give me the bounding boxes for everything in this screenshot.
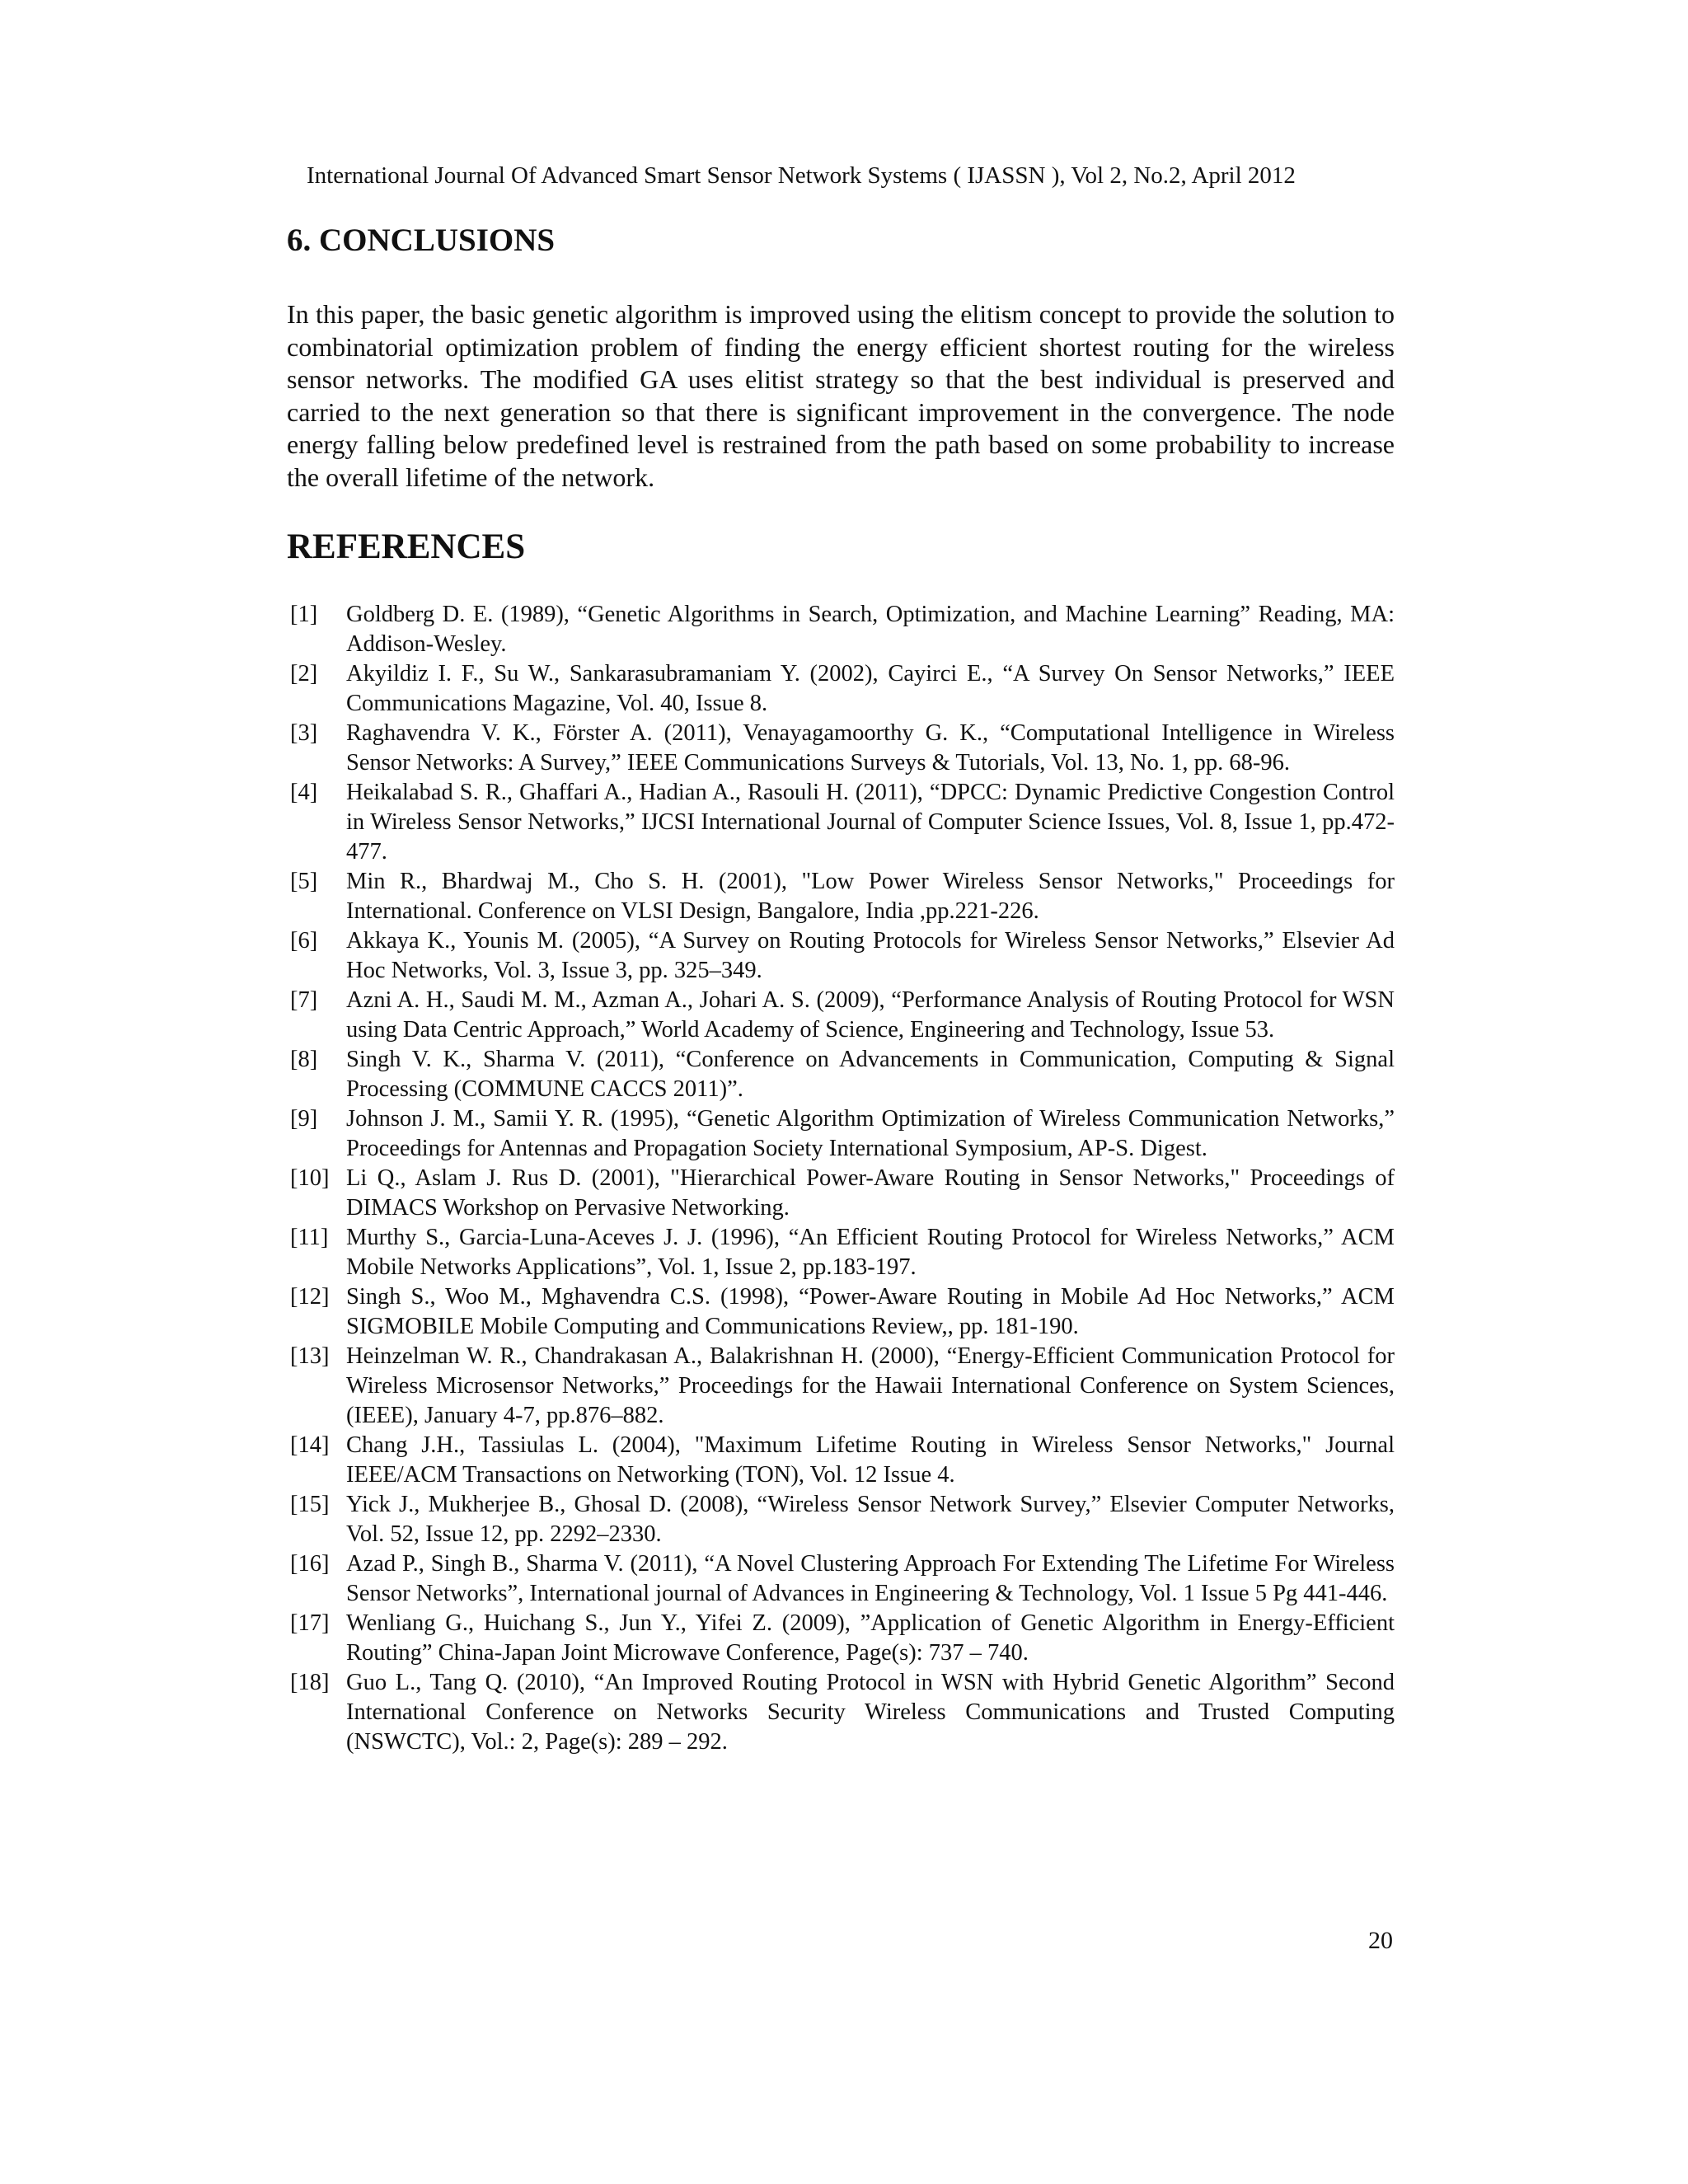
reference-item: [290, 1609, 1395, 1668]
reference-number: [5]: [290, 869, 318, 894]
reference-item: [290, 1431, 1395, 1490]
conclusions-paragraph: In this paper, the basic genetic algorithm is improved using the elitism concept to provide the solution to combinatorial optimization problem of finding the energy efficient shortest routing for the wireless sensor networks. The modified GA uses elitist strategy so that the best individual is preserved and carried to the next generation so that there is significant improvement in the convergence. The node energy falling below predefined level is restrained from the path based on some probability to increase the overall lifetime of the network.: [287, 299, 1395, 492]
reference-number: [10]: [290, 1165, 330, 1191]
reference-item: [290, 778, 1395, 867]
reference-text: Akyildiz I. F., Su W., Sankarasubramaniam Y. (2002), Cayirci E., “A Survey On Sensor Networks,” IEEE Communications Magazine, Vol. 40, Issue 8.: [346, 661, 1395, 716]
reference-item: [290, 1223, 1395, 1282]
reference-text: Chang J.H., Tassiulas L. (2004), "Maximum Lifetime Routing in Wireless Sensor Networks," Journal IEEE/ACM Transactions on Networking (TON), Vol. 12 Issue 4.: [346, 1432, 1395, 1488]
reference-number: [13]: [290, 1343, 330, 1369]
reference-number: [16]: [290, 1551, 330, 1577]
reference-number: [17]: [290, 1610, 330, 1636]
reference-item: [290, 659, 1395, 719]
reference-item: [290, 986, 1395, 1045]
reference-item: [290, 1668, 1395, 1757]
reference-number: [11]: [290, 1225, 329, 1250]
reference-number: [8]: [290, 1047, 318, 1072]
reference-number: [7]: [290, 987, 318, 1013]
reference-text: Murthy S., Garcia-Luna-Aceves J. J. (1996), “An Efficient Routing Protocol for Wireless Networks,” ACM Mobile Networks Applications”, Vol. 1, Issue 2, pp.183-197.: [346, 1225, 1395, 1280]
reference-item: [290, 926, 1395, 986]
reference-list: [290, 600, 1395, 1757]
reference-number: [3]: [290, 720, 318, 746]
reference-text: Raghavendra V. K., Förster A. (2011), Venayagamoorthy G. K., “Computational Intelligence in Wireless Sensor Networks: A Survey,” IEEE Communications Surveys & Tutorials, Vol. 13, No. 1, pp. 68-96.: [346, 720, 1395, 776]
reference-text: Li Q., Aslam J. Rus D. (2001), "Hierarchical Power-Aware Routing in Sensor Networks," Proceedings of DIMACS Workshop on Pervasive Networking.: [346, 1165, 1395, 1221]
reference-text: Akkaya K., Younis M. (2005), “A Survey on Routing Protocols for Wireless Sensor Networks,” Elsevier Ad Hoc Networks, Vol. 3, Issue 3, pp. 325–349.: [346, 928, 1395, 983]
reference-number: [15]: [290, 1492, 330, 1517]
reference-item: [290, 867, 1395, 926]
reference-number: [1]: [290, 602, 318, 627]
reference-item: [290, 1549, 1395, 1609]
reference-text: Azad P., Singh B., Sharma V. (2011), “A Novel Clustering Approach For Extending The Lifetime For Wireless Sensor Networks”, International journal of Advances in Engineering & Technology, Vol. 1 Issue 5 Pg 441-446.: [346, 1551, 1395, 1606]
reference-number: [2]: [290, 661, 318, 687]
references-heading: REFERENCES: [287, 527, 526, 566]
running-header: International Journal Of Advanced Smart Sensor Network Systems ( IJASSN ), Vol 2, No.2, April 2012: [307, 162, 1296, 189]
reference-item: [290, 1104, 1395, 1164]
reference-text: Johnson J. M., Samii Y. R. (1995), “Genetic Algorithm Optimization of Wireless Communication Networks,” Proceedings for Antennas and Propagation Society International Symposium, AP-S. Digest.: [346, 1106, 1395, 1161]
section-number: 6.: [287, 223, 312, 258]
reference-text: Azni A. H., Saudi M. M., Azman A., Johari A. S. (2009), “Performance Analysis of Routing Protocol for WSN using Data Centric Approach,” World Academy of Science, Engineering and Technology, Issue 53.: [346, 987, 1395, 1043]
reference-number: [4]: [290, 780, 318, 805]
reference-item: [290, 1490, 1395, 1549]
section-heading-conclusions: [287, 221, 555, 260]
reference-text: Min R., Bhardwaj M., Cho S. H. (2001), "Low Power Wireless Sensor Networks," Proceedings for International. Conference on VLSI Design, Bangalore, India ,pp.221-226.: [346, 869, 1395, 924]
reference-number: [9]: [290, 1106, 318, 1132]
reference-text: Guo L., Tang Q. (2010), “An Improved Routing Protocol in WSN with Hybrid Genetic Algorithm” Second International Conference on Networks Security Wireless Communications and Trusted Computing (NSWCTC), Vol.: 2, Page(s): 289 – 292.: [346, 1670, 1395, 1755]
reference-text: Singh V. K., Sharma V. (2011), “Conference on Advancements in Communication, Computing & Signal Processing (COMMUNE CACCS 2011)”.: [346, 1047, 1395, 1102]
reference-item: [290, 1045, 1395, 1104]
reference-text: Goldberg D. E. (1989), “Genetic Algorithms in Search, Optimization, and Machine Learning” Reading, MA: Addison-Wesley.: [346, 602, 1395, 657]
reference-item: [290, 719, 1395, 778]
reference-text: Heikalabad S. R., Ghaffari A., Hadian A., Rasouli H. (2011), “DPCC: Dynamic Predictive Congestion Control in Wireless Sensor Networks,” IJCSI International Journal of Computer Science Issues, Vol. 8, Issue 1, pp.472-477.: [346, 780, 1395, 865]
reference-text: Wenliang G., Huichang S., Jun Y., Yifei Z. (2009), ”Application of Genetic Algorithm in Energy-Efficient Routing” China-Japan Joint Microwave Conference, Page(s): 737 – 740.: [346, 1610, 1395, 1666]
section-title-rest: ONCLUSIONS: [342, 223, 556, 258]
reference-text: Singh S., Woo M., Mghavendra C.S. (1998), “Power-Aware Routing in Mobile Ad Hoc Networks,” ACM SIGMOBILE Mobile Computing and Communications Review,, pp. 181-190.: [346, 1284, 1395, 1339]
reference-number: [6]: [290, 928, 318, 954]
section-title-initial: C: [319, 223, 343, 258]
reference-number: [14]: [290, 1432, 330, 1458]
page-number: 20: [1368, 1927, 1393, 1954]
reference-item: [290, 600, 1395, 659]
reference-item: [290, 1342, 1395, 1431]
reference-item: [290, 1282, 1395, 1342]
reference-text: Heinzelman W. R., Chandrakasan A., Balakrishnan H. (2000), “Energy-Efficient Communication Protocol for Wireless Microsensor Networks,” Proceedings for the Hawaii International Conference on System Sciences, (IEEE), January 4-7, pp.876–882.: [346, 1343, 1395, 1428]
reference-number: [12]: [290, 1284, 330, 1310]
reference-item: [290, 1164, 1395, 1223]
reference-number: [18]: [290, 1670, 330, 1695]
reference-text: Yick J., Mukherjee B., Ghosal D. (2008), “Wireless Sensor Network Survey,” Elsevier Computer Networks, Vol. 52, Issue 12, pp. 2292–2330.: [346, 1492, 1395, 1547]
